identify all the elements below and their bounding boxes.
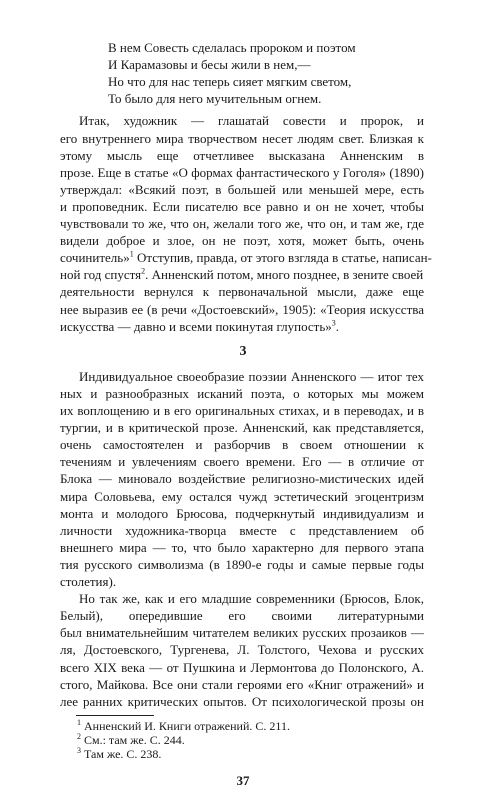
footnote-text: Анненский И. Книги отражений. С. 211. bbox=[81, 718, 290, 733]
text-line: личности художника-творца вместе с представлением об bbox=[60, 522, 424, 538]
text-line: чувствовали то же, что он, желали того же, что он, и там же, где bbox=[60, 216, 424, 231]
text-line: мира Соловьева, ему остался чужд эстетический эгоцентризм bbox=[60, 488, 424, 504]
poem-line: В нем Совесть сделалась пророком и поэтом bbox=[108, 40, 356, 55]
text-line: тургии, и в критической прозе. Анненский, как представляется, bbox=[60, 420, 424, 436]
text-fragment: сочинитель» bbox=[60, 250, 130, 266]
text-line: Блока — миновало воздействие религиозно-мистических идей bbox=[60, 471, 424, 487]
poem-line: Но что для нас теперь сияет мягким светом, bbox=[108, 74, 352, 90]
text-line: искусства — давно и всеми покинутая глупость»$^3$. bbox=[60, 318, 340, 334]
text-line: его внутреннего мира творчеством несет людям свет. Близкая к bbox=[60, 130, 424, 146]
text-line: Итак, художник — глашатай совести и пророк, и bbox=[79, 113, 424, 129]
poem-line: И Карамазовы и бесы жили в нем,— bbox=[108, 57, 311, 73]
text-line: монта и молодого Брюсова, подчеркнутый индивидуализм и bbox=[60, 505, 424, 521]
footnote-ref: 3 bbox=[331, 318, 336, 328]
footnote-number: 3 bbox=[77, 745, 81, 755]
text-line: Индивидуальное своеобразие поэзии Анненского — итог тех bbox=[79, 368, 424, 384]
text-line: нее выразив ее (в речи «Достоевский», 1905): «Теория искусства bbox=[60, 301, 424, 317]
text-line: их воплощению и в его оригинальных стихах, и в переводах, и в bbox=[60, 403, 424, 418]
footnote bbox=[77, 733, 185, 747]
footnote bbox=[77, 719, 290, 733]
text-line: был внимательнейшим читателем великих русских прозаиков — bbox=[60, 625, 424, 641]
text-line: ной год спустя$^2$. Анненский потом, много позднее, в зените своей bbox=[60, 266, 424, 283]
text-line: стого, Майкова. Все они стали героями его «Книг отражений» и bbox=[60, 676, 424, 692]
text-fragment: Отступив, правда, от этого взгляда в статье, написан- bbox=[136, 250, 432, 266]
text-line: этому мысль еще отчетливее высказана Анненским в bbox=[60, 147, 424, 163]
text-line: очень самостоятелен и разборчив в своем отношении к bbox=[60, 437, 424, 453]
text-fragment: Анненский потом, много позднее, в зените своей bbox=[151, 267, 424, 283]
footnote-number: 2 bbox=[77, 731, 81, 741]
text-line: и проповедник. Если писателю все равно и он не хочет, чтобы bbox=[60, 198, 424, 214]
page-number: 37 bbox=[236, 772, 250, 788]
footnote-ref: 2 bbox=[141, 266, 146, 276]
text-line: внешнего мира — то, что было характерно для первого этапа bbox=[60, 539, 424, 555]
text-line: тия русского символизма (в 1890-е годы и самые первые годы bbox=[60, 556, 424, 572]
section-number: 3 bbox=[239, 343, 247, 359]
footnote bbox=[77, 747, 161, 761]
text-line: утверждал: «Всякий поэт, в большей или меньшей мере, есть bbox=[60, 181, 424, 197]
text-line: Белый), опередившие его своими литературными bbox=[60, 608, 424, 624]
text-line: ных и разнообразных исканий поэта, о которых мы можем bbox=[60, 385, 424, 401]
text-line: деятельности вернулся к первоначальной мысли, даже еще bbox=[60, 284, 424, 300]
footnote-text: Там же. С. 238. bbox=[81, 746, 162, 761]
footnote-text: См.: там же. С. 244. bbox=[81, 732, 185, 747]
footnote-separator bbox=[76, 715, 154, 716]
poem-line: То было для него мучительным огнем. bbox=[108, 91, 322, 107]
text-fragment: искусства — давно и всеми покинутая глупость» bbox=[60, 318, 332, 334]
text-fragment: ной год спустя bbox=[60, 267, 142, 283]
text-line: течениям и увлечениям своего времени. Его — в отличие от bbox=[60, 454, 424, 470]
footnote-number: 1 bbox=[77, 717, 81, 727]
text-line: видели доброе и злое, он не поэт, хотя, может быть, очень bbox=[60, 233, 424, 249]
text-line bbox=[60, 250, 432, 266]
text-line: лее ранних критических опытов. От психологической прозы он bbox=[60, 693, 424, 709]
text-line: ля, Достоевского, Тургенева, Л. Толстого, Чехова и русских bbox=[60, 642, 424, 658]
footnote-ref: 1 bbox=[129, 249, 134, 259]
text-line: прозе. Еще в статье «О формах фантастического у Гоголя» (1890) bbox=[60, 164, 424, 180]
text-line: Но так же, как и его младшие современники (Брюсов, Блок, bbox=[79, 591, 424, 607]
text-line: всего XIX века — от Пушкина и Лермонтова до Полонского, А. bbox=[60, 659, 424, 675]
text-line: столетия). bbox=[60, 574, 117, 589]
